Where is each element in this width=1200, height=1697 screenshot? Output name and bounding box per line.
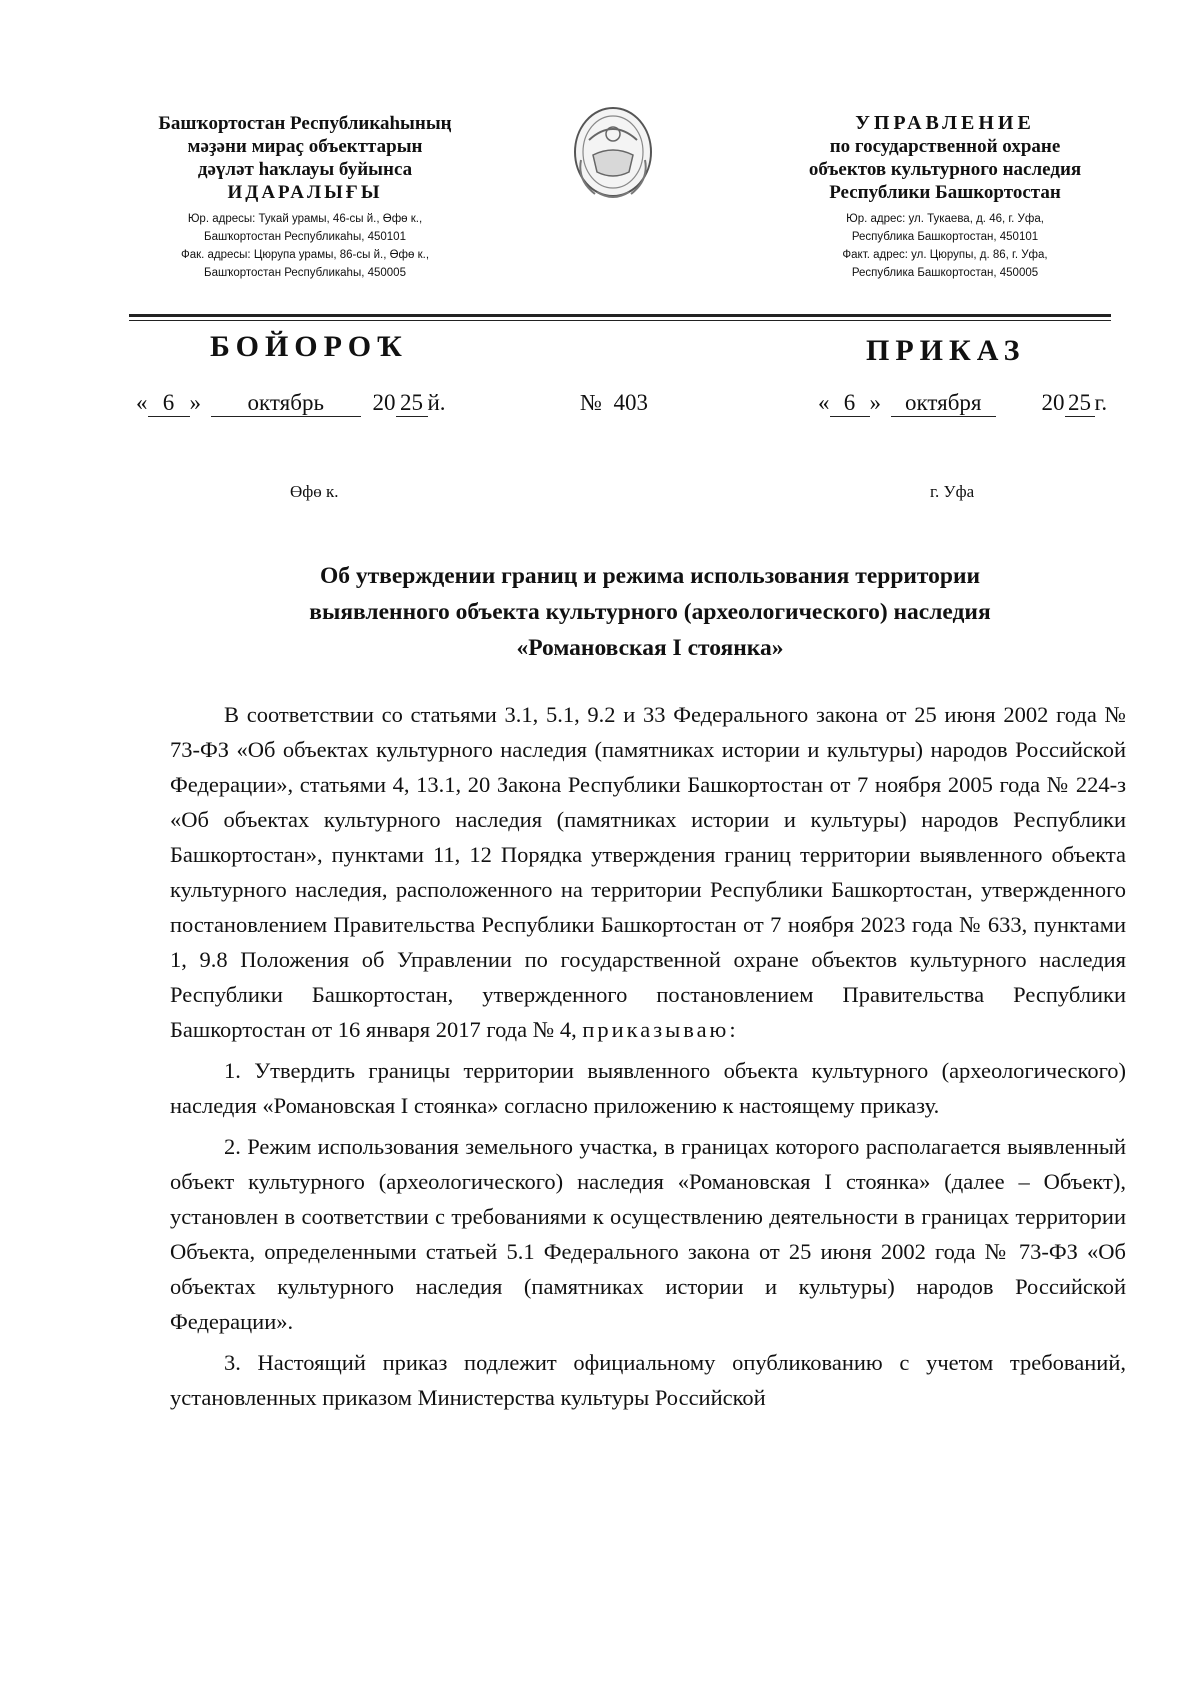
date-russian	[818, 390, 1107, 417]
preamble-text: В соответствии со статьями 3.1, 5.1, 9.2 и 33 Федерального закона от 25 июня 2002 года № 73-ФЗ «Об объектах культурного наследия (памятниках истории и культуры) народов Российской Федерации», статьями 4, 13.1, 20 Закона Республики Башкортостан от 7 ноября 2005 года № 224-з «Об объектах культурного наследия (памятниках истории и культуры) народов Республики Башкортостан», пунктами 11, 12 Порядка утверждения границ территории выявленного объекта культурного наследия, расположенного на территории Республики Башкортостан, утвержденного постановлением Правительства Республики Башкортостан от 7 ноября 2023 года № 633, пунктами 1, 9.8 Положения об Управлении по государственной охране объектов культурного наследия Республики Башкортостан, утвержденного постановлением Правительства Республики Башкортостан от 16 января 2017 года № 4,	[170, 702, 1126, 1042]
document-title	[150, 558, 1150, 666]
address-bashkir-line4: Башҡортостан Республикаһы, 450005	[204, 267, 406, 279]
header-right-block	[770, 112, 1120, 282]
body-paragraph-2: 2. Режим использования земельного участка, в границах которого располагается выявленный объект культурного (археологического) наследия «Романовская I стоянка» (далее – Объект), установлен в соответствии с требованиями к осуществлению деятельности в границах территории Объекта, определенными статьей 5.1 Федерального закона от 25 июня 2002 года № 73-ФЗ «Об объектах культурного наследия (памятниках истории и культуры) народов Российской Федерации».	[170, 1134, 1126, 1334]
org-name-bashkir-line2: мәҙәни мираҫ объекттарын	[187, 136, 423, 157]
document-title-line2: выявленного объекта культурного (археологического) наследия	[309, 599, 991, 625]
date-bashkir-suffix: й.	[427, 390, 446, 415]
org-name-bashkir-line4: ИДАРАЛЫҒЫ	[227, 182, 383, 203]
org-name-russian-line4: Республики Башкортостан	[829, 182, 1061, 203]
address-russian	[770, 210, 1120, 282]
address-russian-line3: Факт. адрес: ул. Цюрупы, д. 86, г. Уфа,	[842, 249, 1048, 261]
body-paragraph-preamble	[170, 697, 1126, 1047]
city-bashkir: Өфө к.	[290, 482, 339, 501]
org-name-bashkir-line1: Башҡортостан Республикаһының	[158, 113, 452, 134]
date-russian-open-quote: «	[818, 390, 830, 415]
address-russian-line2: Республика Башкортостан, 450101	[851, 231, 1039, 243]
header-divider-thin	[129, 320, 1111, 321]
date-bashkir-close-quote: »	[189, 390, 201, 415]
date-bashkir	[136, 390, 446, 417]
date-bashkir-month: октябрь	[211, 390, 361, 417]
date-bashkir-year-suffix: 25	[396, 390, 428, 417]
address-bashkir-line2: Башҡортостан Республикаһы, 450101	[204, 231, 406, 243]
republic-emblem-icon	[567, 100, 659, 210]
org-name-russian-line3: объектов культурного наследия	[808, 159, 1082, 180]
document-type-russian: ПРИКАЗ	[866, 334, 1026, 367]
order-number-sign: №	[580, 390, 602, 415]
header-divider-thick	[129, 314, 1111, 317]
document-type-bashkir: БОЙОРОҠ	[210, 330, 408, 363]
address-bashkir-line3: Фак. адресы: Цюрупа урамы, 86-сы й., Өфө к.,	[180, 249, 430, 261]
city-russian: г. Уфа	[930, 482, 975, 501]
date-russian-year-suffix: 25	[1065, 390, 1095, 417]
address-russian-line1: Юр. адрес: ул. Тукаева, д. 46, г. Уфа,	[846, 213, 1044, 225]
order-word: приказываю:	[582, 1017, 739, 1042]
document-title-line3: «Романовская I стоянка»	[516, 635, 784, 661]
date-russian-suffix: г.	[1094, 390, 1108, 415]
org-name-russian-line1: УПРАВЛЕНИЕ	[855, 112, 1035, 134]
document-title-line1: Об утверждении границ и режима использования территории	[319, 563, 981, 589]
date-russian-month: октября	[891, 390, 996, 417]
body-paragraph-3: 3. Настоящий приказ подлежит официальному опубликованию с учетом требований, установленных приказом Министерства культуры Российской	[170, 1350, 1126, 1410]
date-bashkir-day: 6	[148, 390, 190, 417]
order-number	[580, 390, 648, 416]
body-paragraph-1: 1. Утвердить границы территории выявленного объекта культурного (археологического) наследия «Романовская I стоянка» согласно приложению к настоящему приказу.	[170, 1058, 1126, 1118]
date-bashkir-open-quote: «	[136, 390, 148, 415]
header-left-block	[130, 112, 480, 282]
org-name-russian-line2: по государственной охране	[829, 136, 1061, 157]
address-bashkir	[130, 210, 480, 282]
date-bashkir-year-prefix: 20	[372, 390, 396, 415]
date-russian-day: 6	[830, 390, 870, 417]
document-body	[170, 697, 1126, 1415]
date-russian-year-prefix: 20	[1041, 390, 1065, 415]
order-number-value: 403	[613, 390, 648, 415]
address-bashkir-line1: Юр. адресы: Тукай урамы, 46-сы й., Өфө к.,	[187, 213, 423, 225]
address-russian-line4: Республика Башкортостан, 450005	[851, 267, 1039, 279]
date-russian-close-quote: »	[869, 390, 881, 415]
org-name-bashkir-line3: дәүләт һаҡлауы буйынса	[197, 159, 413, 180]
